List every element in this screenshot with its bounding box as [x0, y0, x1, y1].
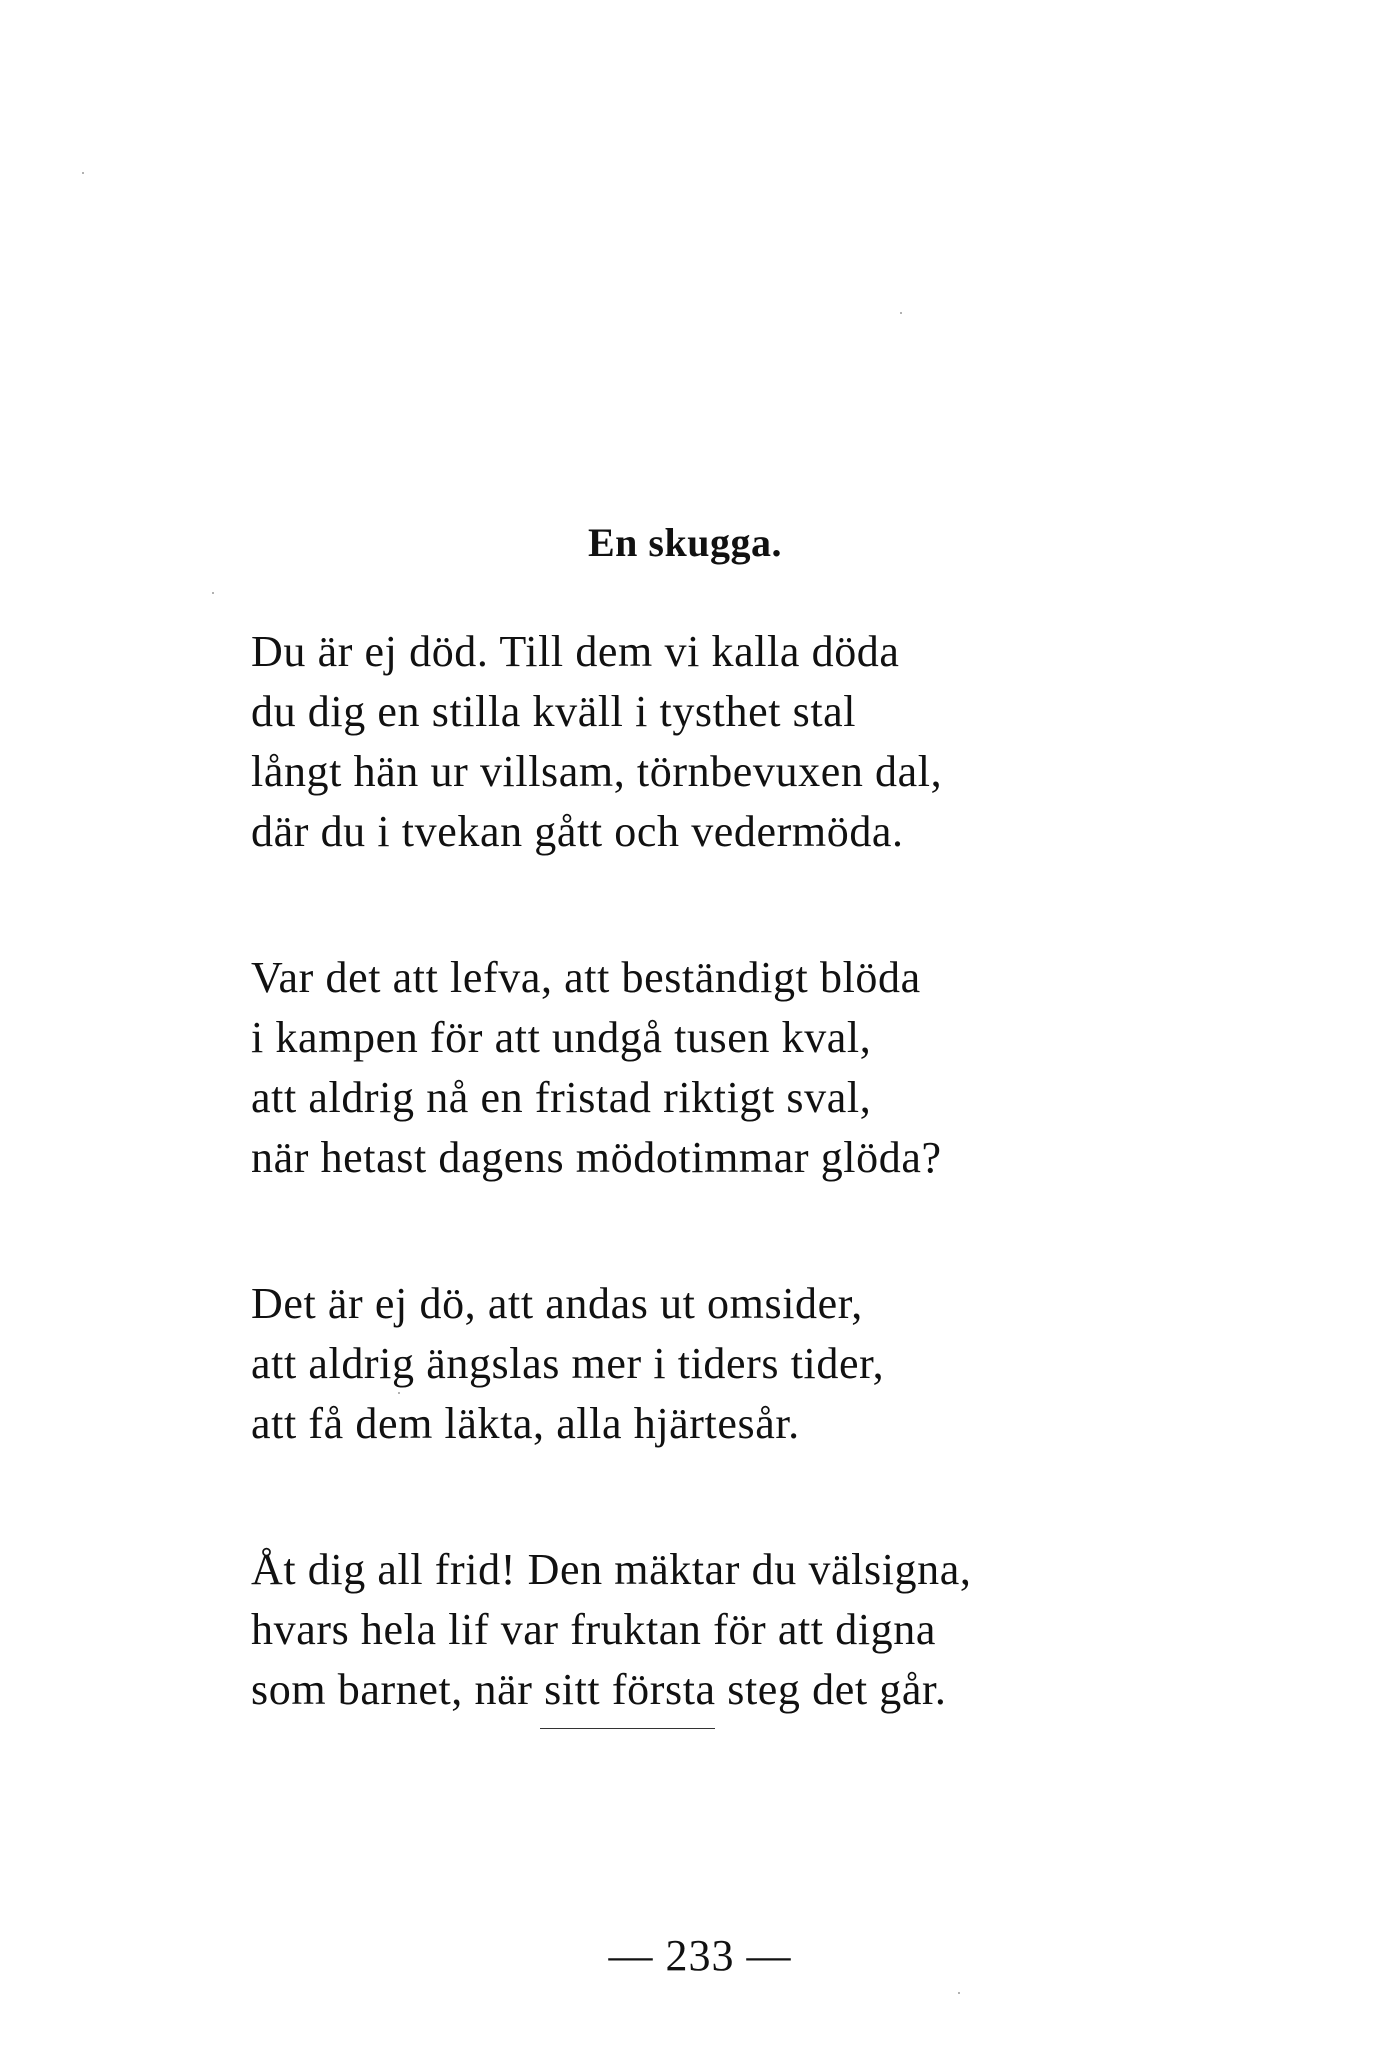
poem-line: i kampen för att undgå tusen kval, — [251, 1013, 872, 1062]
poem-line: Åt dig all frid! Den mäktar du välsigna, — [251, 1545, 972, 1594]
poem-line: du dig en stilla kväll i tysthet stal — [251, 687, 857, 736]
paper-speck — [958, 1992, 960, 1994]
poem-line: långt hän ur villsam, törnbevuxen dal, — [251, 747, 943, 796]
paper-speck — [900, 312, 902, 314]
paper-speck — [82, 172, 84, 174]
poem-line: att få dem läkta, alla hjärtesår. — [251, 1399, 800, 1448]
stanza — [251, 948, 1251, 1188]
poem-body — [251, 622, 1251, 1806]
poem-line: när hetast dagens mödotimmar glöda? — [251, 1133, 942, 1182]
paper-speck — [398, 1392, 400, 1394]
page-number: — 233 — — [608, 1931, 792, 1980]
poem-line: att aldrig nå en fristad riktigt sval, — [251, 1073, 872, 1122]
paper-speck — [212, 592, 214, 594]
stanza — [251, 622, 1251, 862]
closing-rule — [540, 1728, 715, 1729]
poem-line: Var det att lefva, att beständigt blöda — [251, 953, 921, 1002]
stanza — [251, 1274, 1251, 1454]
stanza — [251, 1540, 1251, 1720]
poem-line: hvars hela lif var fruktan för att digna — [251, 1605, 936, 1654]
poem-line: där du i tvekan gått och vedermöda. — [251, 807, 904, 856]
poem-line: Det är ej dö, att andas ut omsider, — [251, 1279, 863, 1328]
poem-title: En skugga. — [588, 520, 782, 565]
poem-line: Du är ej död. Till dem vi kalla döda — [251, 627, 900, 676]
poem-line: att aldrig ängslas mer i tiders tider, — [251, 1339, 885, 1388]
poem-line: som barnet, när sitt första steg det går. — [251, 1665, 947, 1714]
